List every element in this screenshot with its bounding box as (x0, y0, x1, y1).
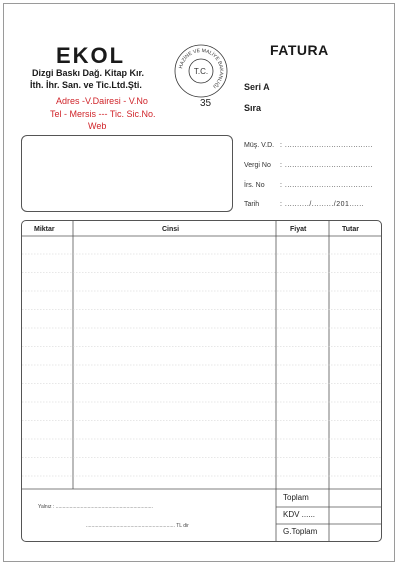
company-name: EKOL (56, 43, 126, 68)
col-header-description: Cinsi (162, 226, 180, 233)
items-table-grid (22, 221, 382, 542)
company-address-line: Adres -V.Dairesi - V.No (56, 96, 148, 106)
field-tax-office[interactable]: Müş. V.D. : .................................... (244, 142, 373, 149)
seal-center-text: T.C. (193, 67, 209, 76)
seal-number: 35 (200, 98, 212, 109)
field-waybill-number[interactable]: İrs. No : .................................... (244, 182, 373, 189)
company-line-2: İth. İhr. San. ve Tic.Ltd.Şti. (30, 80, 142, 90)
total-label: Toplam (283, 493, 309, 502)
customer-info-box[interactable] (21, 135, 233, 212)
company-web-line: Web (88, 121, 107, 131)
invoice-title: FATURA (270, 42, 329, 58)
amount-in-words-suffix: ................................................................ TL dir (86, 523, 189, 529)
company-contact-line: Tel - Mersis --- Tic. Sic.No. (50, 109, 156, 119)
field-date[interactable]: Tarih : ........../........./201...... (244, 201, 365, 208)
ministry-seal (174, 44, 228, 98)
col-header-price: Fiyat (290, 226, 307, 233)
invoice-series: Seri A (244, 82, 270, 92)
company-line-1: Dizgi Baskı Dağ. Kitap Kır. (32, 68, 145, 78)
field-tax-number[interactable]: Vergi No : .................................... (244, 162, 373, 169)
vat-label: KDV ...... (283, 510, 316, 519)
grand-total-label: G.Toplam (283, 527, 318, 536)
invoice-sequence: Sıra (244, 103, 262, 113)
seal-ring-text: HAZİNE VE MALİYE BAKANLIĞI (178, 47, 225, 90)
col-header-amount: Tutar (342, 226, 359, 233)
items-table (21, 220, 382, 542)
col-header-quantity: Miktar (34, 226, 55, 233)
amount-in-words-label: Yalnız : ...................................................................... (38, 504, 153, 510)
